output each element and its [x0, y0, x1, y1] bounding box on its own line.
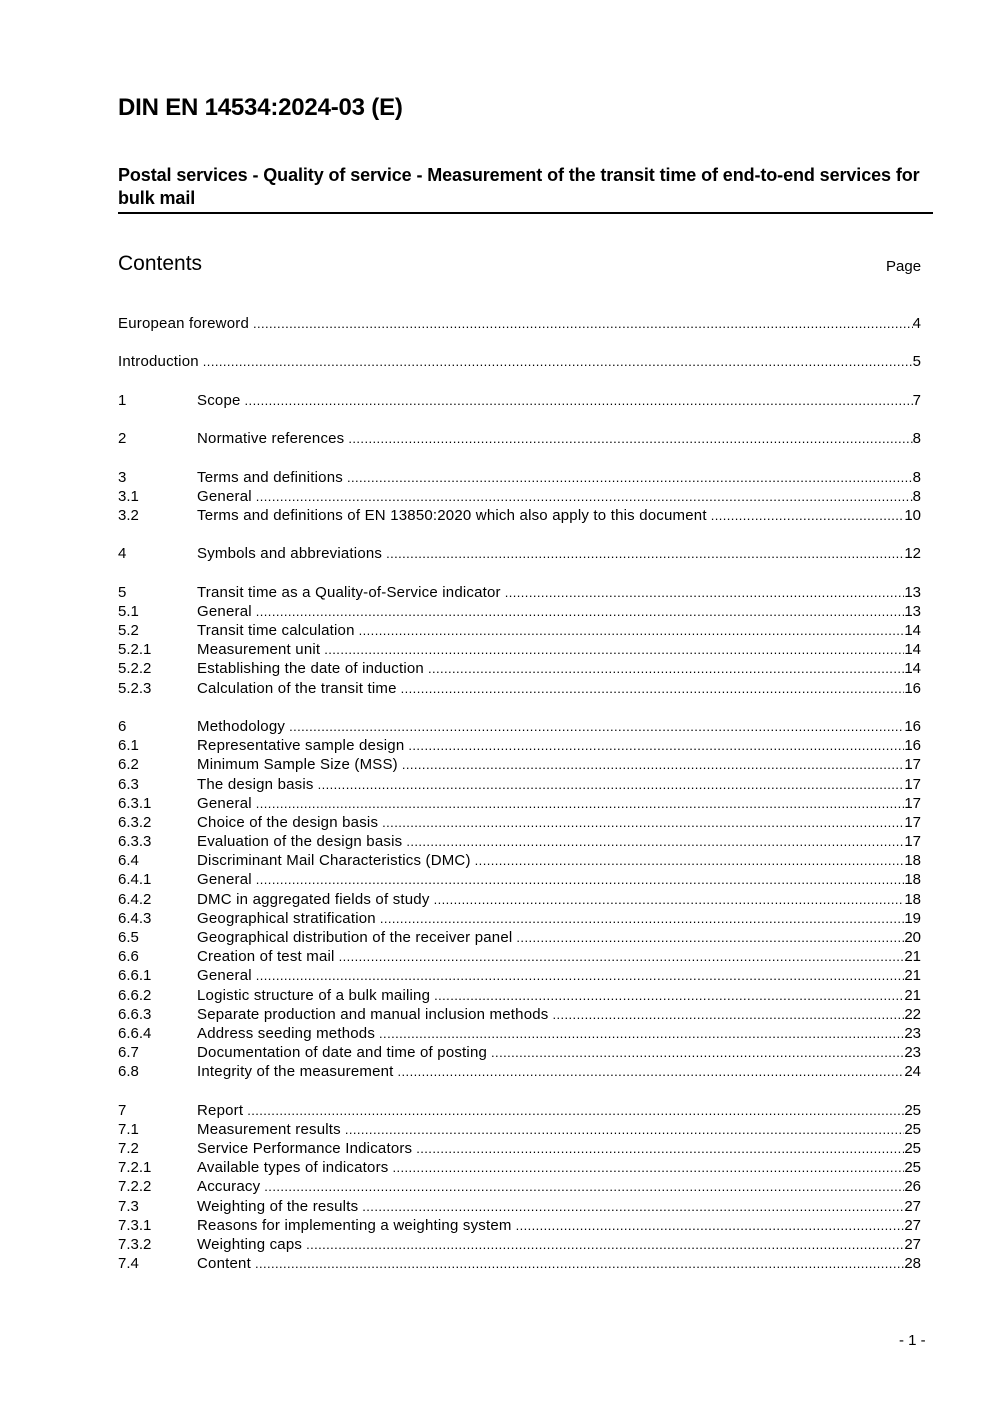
toc-entry-number: 6.6.1	[118, 967, 152, 985]
toc-entry-page: 8	[912, 487, 921, 505]
toc-dot-leader	[379, 1026, 904, 1041]
toc-entry-number: 6.3.3	[118, 833, 152, 851]
toc-entry-title: Available types of indicators	[197, 1159, 389, 1177]
toc-dot-leader	[401, 681, 905, 696]
toc-dot-leader	[318, 777, 905, 792]
toc-entry[interactable]	[118, 929, 921, 948]
toc-dot-leader	[256, 872, 905, 887]
toc-entry-number: 6.4	[118, 852, 139, 870]
toc-entry-title: Methodology	[197, 717, 286, 735]
toc-entry-number: 6.3.2	[118, 813, 152, 831]
toc-group	[118, 315, 921, 334]
page-column-label: Page	[886, 258, 922, 275]
toc-entry-title: European foreword	[118, 315, 249, 332]
contents-heading: Contents	[118, 252, 203, 275]
toc-entry[interactable]	[118, 430, 921, 449]
toc-entry-title: Address seeding methods	[197, 1024, 376, 1042]
toc-entry-number: 7.3.2	[118, 1236, 152, 1253]
toc-entry[interactable]	[118, 891, 921, 910]
toc-dot-leader	[406, 834, 904, 849]
toc-entry-title: Transit time calculation	[197, 622, 355, 639]
toc-entry-number: 2	[118, 430, 127, 448]
toc-entry-page: 23	[904, 1024, 921, 1042]
toc-entry-number: 5.2.3	[118, 679, 152, 697]
toc-entry-page: 18	[904, 890, 921, 908]
toc-entry[interactable]	[118, 814, 921, 833]
toc-dot-leader	[256, 968, 905, 983]
toc-entry-title: General	[197, 794, 252, 812]
toc-dot-leader	[203, 354, 913, 369]
toc-entry[interactable]	[118, 871, 921, 890]
toc-entry-title: Creation of test mail	[197, 948, 335, 966]
toc-entry-page: 13	[904, 602, 921, 620]
toc-entry[interactable]	[118, 1198, 921, 1217]
toc-entry-page: 16	[904, 679, 921, 697]
toc-entry-title: Logistic structure of a bulk mailing	[197, 986, 431, 1004]
toc-dot-leader	[345, 1122, 904, 1137]
toc-dot-leader	[434, 988, 904, 1003]
toc-entry[interactable]	[118, 1121, 921, 1140]
toc-entry-title: Documentation of date and time of posting	[197, 1044, 488, 1062]
toc-entry-page: 28	[904, 1255, 921, 1273]
toc-entry-title: Scope	[197, 391, 241, 409]
toc-entry-title: DMC in aggregated fields of study	[197, 890, 430, 908]
toc-dot-leader	[475, 853, 905, 868]
toc-entry-title: General	[197, 487, 252, 505]
toc-entry-number: 6.4.3	[118, 909, 152, 927]
toc-entry-title: Evaluation of the design basis	[197, 833, 403, 851]
toc-entry-title: Choice of the design basis	[197, 813, 379, 831]
toc-entry[interactable]	[118, 1102, 921, 1121]
toc-entry-title: Service Performance Indicators	[197, 1140, 413, 1158]
toc-group	[118, 353, 921, 372]
toc-entry[interactable]	[118, 1159, 921, 1178]
toc-entry[interactable]	[118, 948, 921, 967]
toc-entry-page: 17	[904, 813, 921, 831]
toc-entry[interactable]	[118, 910, 921, 929]
toc-entry-page: 25	[904, 1140, 921, 1158]
toc-dot-leader	[711, 508, 905, 523]
toc-entry-title: General	[197, 602, 252, 620]
toc-dot-leader	[434, 892, 905, 907]
page-number: - 1 -	[899, 1332, 926, 1349]
toc-entry-title: Content	[197, 1255, 251, 1273]
toc-group	[118, 469, 921, 527]
toc-entry[interactable]	[118, 776, 921, 795]
toc-entry-number: 6.3	[118, 775, 139, 793]
toc-entry-page: 8	[912, 468, 921, 486]
toc-entry-page: 25	[904, 1159, 921, 1177]
toc-entry[interactable]	[118, 315, 921, 334]
toc-entry-number: 6.3.1	[118, 794, 152, 812]
toc-entry-page: 23	[904, 1044, 921, 1062]
toc-entry[interactable]	[118, 1140, 921, 1159]
toc-entry-title: Terms and definitions of EN 13850:2020 which also apply to this document	[197, 506, 707, 524]
toc-entry-number: 5.2	[118, 622, 139, 639]
toc-entry-number: 5.2.2	[118, 660, 152, 678]
toc-entry-page: 17	[904, 756, 921, 774]
toc-entry-number: 5	[118, 583, 127, 601]
toc-entry[interactable]	[118, 718, 921, 737]
toc-entry-title: Introduction	[118, 353, 199, 371]
toc-group	[118, 1102, 921, 1275]
toc-entry-title: Weighting of the results	[197, 1197, 359, 1215]
toc-entry-title: Symbols and abbreviations	[197, 545, 383, 563]
toc-dot-leader	[324, 642, 904, 657]
toc-entry-number: 7.3	[118, 1197, 139, 1215]
toc-entry[interactable]	[118, 392, 921, 411]
toc-entry-number: 6.4.2	[118, 890, 152, 908]
toc-entry-title: Measurement unit	[197, 641, 321, 659]
toc-dot-leader	[380, 911, 904, 926]
toc-entry-title: General	[197, 871, 252, 889]
toc-entry-number: 7.1	[118, 1120, 139, 1138]
toc-entry-number: 6.6.2	[118, 986, 152, 1004]
toc-dot-leader	[339, 949, 905, 964]
toc-dot-leader	[402, 757, 904, 772]
toc-group	[118, 392, 921, 411]
toc-entry[interactable]	[118, 353, 921, 372]
toc-entry-number: 7.2.1	[118, 1159, 152, 1177]
toc-entry-page: 18	[904, 871, 921, 889]
toc-entry-number: 7	[118, 1101, 127, 1119]
toc-entry-title: General	[197, 967, 252, 985]
toc-entry-title: Establishing the date of induction	[197, 660, 424, 678]
table-of-contents	[118, 315, 921, 1294]
toc-entry-number: 5.2.1	[118, 641, 152, 659]
toc-entry-number: 1	[118, 391, 127, 409]
toc-entry-number: 6	[118, 717, 127, 735]
toc-entry[interactable]	[118, 622, 921, 641]
toc-dot-leader	[553, 1007, 905, 1022]
toc-entry-number: 6.6	[118, 948, 139, 966]
toc-entry-page: 17	[904, 794, 921, 812]
toc-entry[interactable]	[118, 1063, 921, 1082]
toc-entry-page: 12	[904, 545, 921, 563]
toc-entry-page: 10	[904, 506, 921, 524]
toc-entry-number: 6.4.1	[118, 871, 152, 889]
toc-entry-title: Discriminant Mail Characteristics (DMC)	[197, 852, 471, 870]
toc-entry[interactable]	[118, 1178, 921, 1197]
toc-entry[interactable]	[118, 1044, 921, 1063]
toc-entry[interactable]	[118, 488, 921, 507]
toc-entry-page: 14	[904, 641, 921, 659]
toc-entry-number: 5.1	[118, 602, 139, 620]
toc-entry-page: 24	[904, 1063, 921, 1081]
toc-entry[interactable]	[118, 852, 921, 871]
toc-entry[interactable]	[118, 641, 921, 660]
toc-entry-title: Minimum Sample Size (MSS)	[197, 756, 398, 774]
toc-entry-page: 17	[904, 833, 921, 851]
toc-entry-number: 3.1	[118, 487, 139, 505]
toc-dot-leader	[245, 393, 913, 408]
toc-entry-number: 6.6.4	[118, 1024, 152, 1042]
toc-dot-leader	[347, 470, 913, 485]
toc-dot-leader	[264, 1179, 904, 1194]
toc-dot-leader	[256, 604, 905, 619]
toc-entry[interactable]	[118, 795, 921, 814]
toc-dot-leader	[256, 796, 905, 811]
toc-entry[interactable]	[118, 1006, 921, 1025]
toc-entry[interactable]	[118, 1236, 921, 1255]
toc-entry-title: Calculation of the transit time	[197, 679, 397, 697]
toc-entry[interactable]	[118, 660, 921, 679]
toc-entry-number: 6.2	[118, 756, 139, 774]
toc-entry-page: 5	[912, 353, 921, 371]
toc-dot-leader	[491, 1045, 904, 1060]
toc-entry-page: 19	[904, 909, 921, 927]
toc-entry-number: 6.6.3	[118, 1005, 152, 1023]
toc-entry[interactable]	[118, 584, 921, 603]
toc-entry-page: 26	[904, 1178, 921, 1196]
toc-entry[interactable]	[118, 833, 921, 852]
toc-entry-title: Transit time as a Quality-of-Service indicator	[197, 583, 501, 601]
toc-entry-page: 27	[904, 1236, 921, 1253]
toc-dot-leader	[289, 719, 904, 734]
toc-entry[interactable]	[118, 680, 921, 699]
toc-entry-page: 14	[904, 622, 921, 639]
toc-entry-title: Geographical distribution of the receiver panel	[197, 929, 513, 946]
toc-entry-number: 3	[118, 468, 127, 486]
toc-entry-page: 4	[912, 315, 921, 332]
toc-entry-number: 6.8	[118, 1063, 139, 1081]
toc-entry-number: 7.3.1	[118, 1216, 152, 1234]
toc-entry-page: 7	[912, 391, 921, 409]
toc-dot-leader	[306, 1237, 904, 1252]
toc-entry-title: Report	[197, 1101, 244, 1119]
toc-entry-number: 7.4	[118, 1255, 139, 1273]
toc-dot-leader	[382, 815, 904, 830]
toc-dot-leader	[359, 623, 905, 638]
toc-dot-leader	[392, 1160, 904, 1175]
toc-entry[interactable]	[118, 507, 921, 526]
toc-entry-page: 21	[904, 967, 921, 985]
toc-entry-page: 25	[904, 1120, 921, 1138]
toc-entry-page: 14	[904, 660, 921, 678]
toc-entry-page: 21	[904, 986, 921, 1004]
toc-entry[interactable]	[118, 1025, 921, 1044]
toc-entry-number: 6.7	[118, 1044, 139, 1062]
toc-entry-title: Reasons for implementing a weighting system	[197, 1216, 512, 1234]
toc-entry[interactable]	[118, 603, 921, 622]
toc-dot-leader	[362, 1199, 904, 1214]
toc-entry[interactable]	[118, 987, 921, 1006]
toc-dot-leader	[256, 489, 913, 504]
toc-entry-title: Measurement results	[197, 1120, 341, 1138]
toc-dot-leader	[428, 661, 904, 676]
toc-entry-title: Weighting caps	[197, 1236, 303, 1253]
toc-entry-number: 7.2.2	[118, 1178, 152, 1196]
toc-entry[interactable]	[118, 967, 921, 986]
toc-group	[118, 430, 921, 449]
toc-entry[interactable]	[118, 737, 921, 756]
toc-entry-title: Terms and definitions	[197, 468, 343, 486]
toc-entry-page: 27	[904, 1197, 921, 1215]
toc-dot-leader	[408, 738, 904, 753]
toc-entry-number: 3.2	[118, 506, 139, 524]
toc-dot-leader	[398, 1064, 905, 1079]
toc-entry[interactable]	[118, 469, 921, 488]
toc-dot-leader	[516, 930, 904, 945]
toc-entry-page: 8	[912, 430, 921, 448]
toc-entry[interactable]	[118, 1255, 921, 1274]
toc-group	[118, 718, 921, 1083]
toc-entry-number: 7.2	[118, 1140, 139, 1158]
toc-entry-page: 21	[904, 948, 921, 966]
toc-entry[interactable]	[118, 545, 921, 564]
toc-entry-number: 6.5	[118, 929, 139, 946]
toc-entry-page: 17	[904, 775, 921, 793]
toc-entry-page: 13	[904, 583, 921, 601]
toc-group	[118, 545, 921, 564]
toc-dot-leader	[516, 1218, 905, 1233]
toc-entry-title: Accuracy	[197, 1178, 261, 1196]
toc-dot-leader	[255, 1256, 904, 1271]
toc-dot-leader	[253, 316, 913, 331]
toc-dot-leader	[386, 546, 904, 561]
toc-entry-title: Separate production and manual inclusion methods	[197, 1005, 549, 1023]
toc-entry-page: 20	[904, 929, 921, 946]
toc-entry-page: 25	[904, 1101, 921, 1119]
toc-entry-number: 6.1	[118, 737, 139, 755]
toc-entry-page: 22	[904, 1005, 921, 1023]
toc-entry[interactable]	[118, 756, 921, 775]
toc-entry-title: Representative sample design	[197, 737, 405, 755]
document-id: DIN EN 14534:2024-03 (E)	[118, 94, 403, 121]
toc-entry-page: 16	[904, 737, 921, 755]
toc-dot-leader	[247, 1103, 904, 1118]
toc-entry-title: The design basis	[197, 775, 314, 793]
toc-entry-number: 4	[118, 545, 127, 563]
toc-entry-title: Integrity of the measurement	[197, 1063, 394, 1081]
toc-entry-title: Normative references	[197, 430, 345, 448]
toc-entry[interactable]	[118, 1217, 921, 1236]
toc-entry-page: 18	[904, 852, 921, 870]
document-subtitle: Postal services - Quality of service - Measurement of the transit time of end-to-end services for bulk mail	[118, 164, 933, 214]
toc-entry-page: 16	[904, 717, 921, 735]
toc-dot-leader	[505, 585, 905, 600]
toc-dot-leader	[416, 1141, 904, 1156]
toc-group	[118, 584, 921, 699]
toc-dot-leader	[348, 431, 912, 446]
toc-entry-title: Geographical stratification	[197, 909, 376, 927]
toc-entry-page: 27	[904, 1216, 921, 1234]
